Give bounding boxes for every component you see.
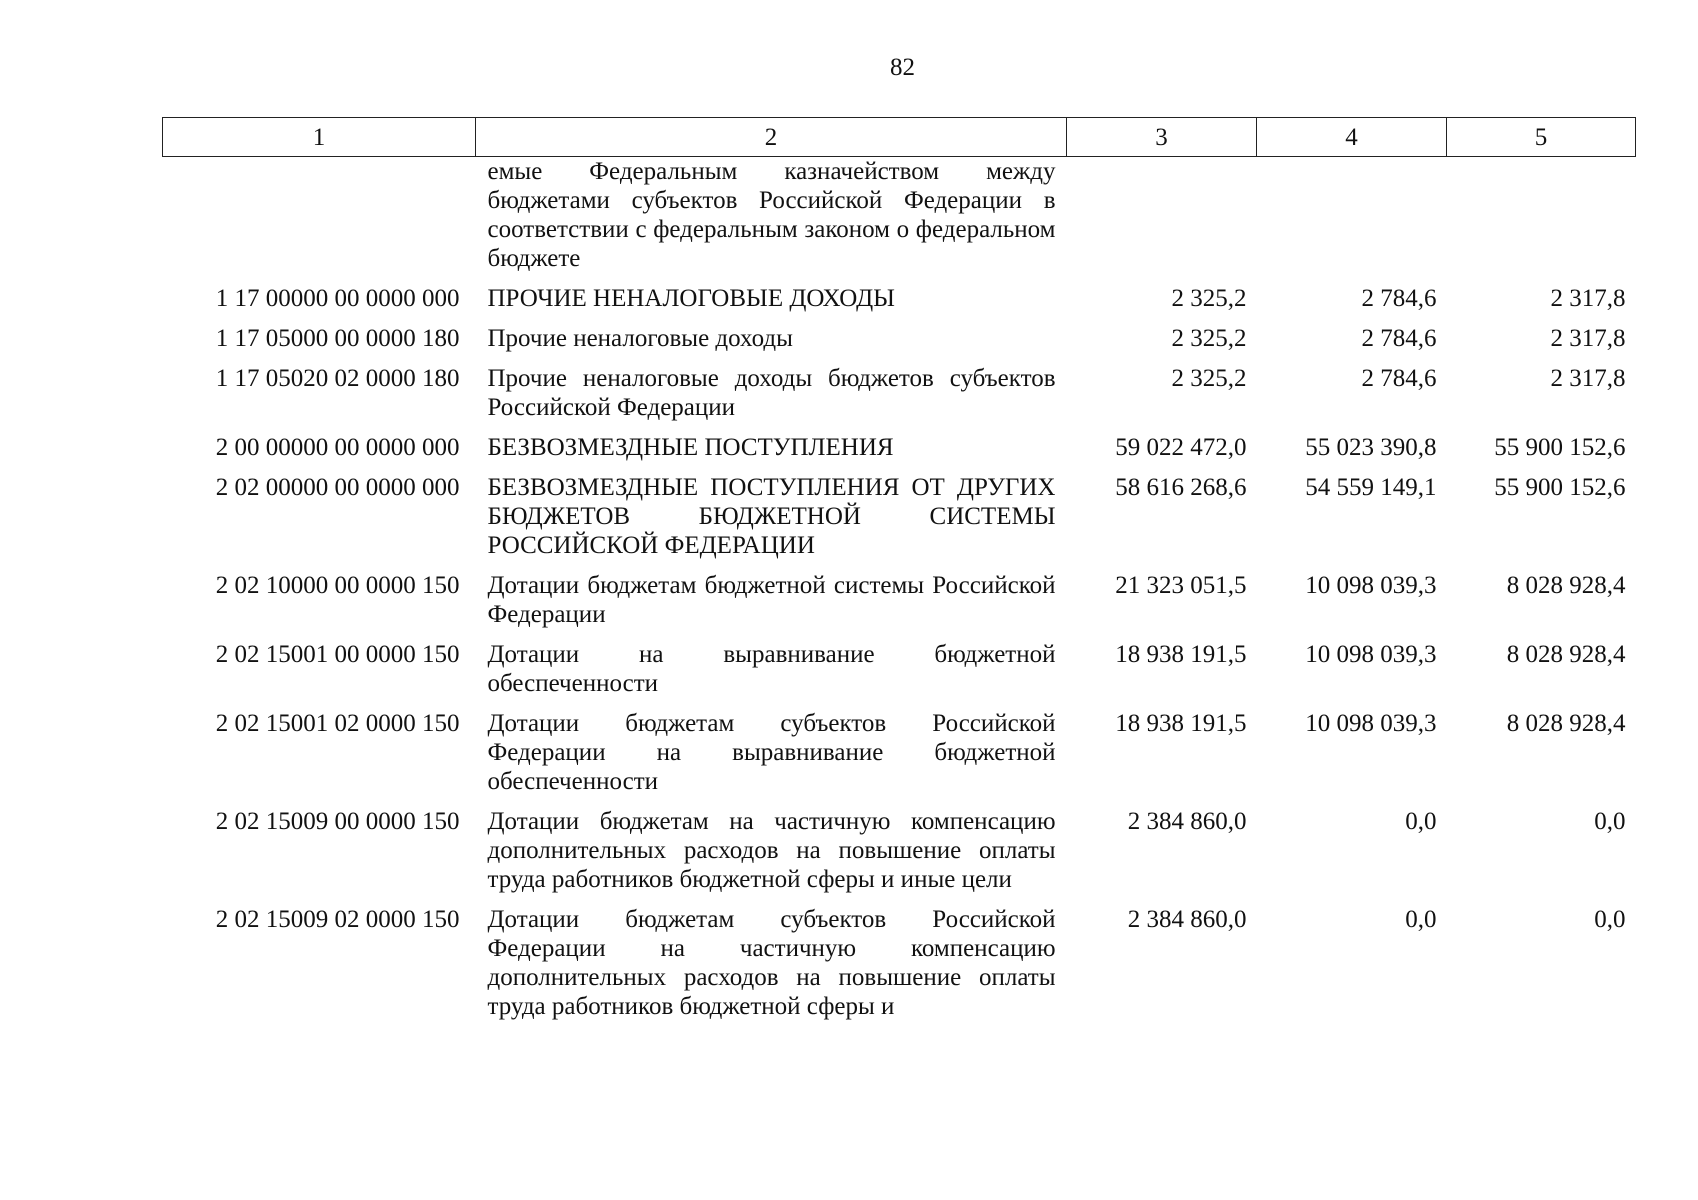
value-cell-4: 0,0	[1405, 906, 1437, 933]
value-cell-4: 10 098 039,3	[1305, 641, 1437, 668]
code-cell: 2 02 00000 00 0000 000	[215, 474, 460, 501]
value-cell-4: 10 098 039,3	[1305, 572, 1437, 599]
code-cell: 2 02 15009 00 0000 150	[215, 808, 460, 835]
code-cell: 1 17 05020 02 0000 180	[215, 365, 460, 392]
table-row	[163, 317, 1636, 357]
code-cell: 2 02 15001 02 0000 150	[215, 710, 460, 737]
value-cell-4: 2 784,6	[1361, 285, 1437, 312]
table-row	[163, 898, 1636, 1025]
value-cell-4: 2 784,6	[1361, 365, 1437, 392]
table-row	[163, 426, 1636, 466]
name-cell: ПРОЧИЕ НЕНАЛОГОВЫЕ ДОХОДЫ	[487, 285, 895, 312]
column-header-3: 3	[1067, 118, 1257, 157]
column-header-4: 4	[1257, 118, 1447, 157]
value-cell-3: 2 325,2	[1171, 325, 1247, 352]
budget-revenue-table	[162, 117, 1636, 1025]
value-cell-3: 18 938 191,5	[1115, 641, 1247, 668]
value-cell-3: 2 384 860,0	[1127, 808, 1247, 835]
value-cell-4	[1257, 157, 1447, 278]
value-cell-4: 54 559 149,1	[1305, 474, 1437, 501]
table-row	[163, 277, 1636, 317]
continuation-row	[163, 157, 1636, 278]
table-row	[163, 564, 1636, 633]
value-cell-3: 58 616 268,6	[1115, 474, 1247, 501]
table-header-row	[163, 118, 1636, 157]
value-cell-5: 2 317,8	[1550, 325, 1626, 352]
table-row	[163, 357, 1636, 426]
value-cell-4: 2 784,6	[1361, 325, 1437, 352]
name-cell: БЕЗВОЗМЕЗДНЫЕ ПОСТУПЛЕНИЯ	[487, 434, 894, 461]
name-cell: БЕЗВОЗМЕЗДНЫЕ ПОСТУПЛЕНИЯ ОТ ДРУГИХ БЮДЖЕТОВ БЮДЖЕТНОЙ СИСТЕМЫ РОССИЙСКОЙ ФЕДЕРАЦИИ	[487, 474, 1056, 559]
name-cell: Дотации бюджетам бюджетной системы Российской Федерации	[487, 572, 1056, 628]
value-cell-4: 10 098 039,3	[1305, 710, 1437, 737]
value-cell-4: 55 023 390,8	[1305, 434, 1437, 461]
value-cell-5	[1447, 157, 1636, 278]
value-cell-5: 2 317,8	[1550, 285, 1626, 312]
code-cell: 1 17 05000 00 0000 180	[215, 325, 460, 352]
table-row	[163, 466, 1636, 564]
table-row	[163, 702, 1636, 800]
table-body	[163, 157, 1636, 1026]
code-cell: 2 02 15009 02 0000 150	[215, 906, 460, 933]
table-row	[163, 800, 1636, 898]
value-cell-3: 2 384 860,0	[1127, 906, 1247, 933]
value-cell-5: 8 028 928,4	[1506, 572, 1626, 599]
code-cell: 1 17 00000 00 0000 000	[215, 285, 460, 312]
name-cell: емые Федеральным казначейством между бюджетами субъектов Российской Федерации в соответствии с федеральным законом о федеральном бюджете	[487, 158, 1056, 272]
code-cell	[163, 157, 476, 278]
value-cell-3: 2 325,2	[1171, 365, 1247, 392]
code-cell: 2 00 00000 00 0000 000	[215, 434, 460, 461]
value-cell-4: 0,0	[1405, 808, 1437, 835]
column-header-2: 2	[476, 118, 1067, 157]
value-cell-5: 55 900 152,6	[1494, 434, 1626, 461]
page-number: 82	[890, 54, 915, 81]
code-cell: 2 02 15001 00 0000 150	[215, 641, 460, 668]
name-cell: Дотации бюджетам субъектов Российской Федерации на частичную компенсацию дополнительных расходов на повышение оплаты труда работников бюджетной сферы и	[487, 906, 1056, 1020]
value-cell-5: 8 028 928,4	[1506, 641, 1626, 668]
name-cell: Прочие неналоговые доходы бюджетов субъектов Российской Федерации	[487, 365, 1056, 421]
value-cell-3	[1067, 157, 1257, 278]
name-cell: Дотации бюджетам субъектов Российской Федерации на выравнивание бюджетной обеспеченности	[487, 710, 1056, 795]
code-cell: 2 02 10000 00 0000 150	[215, 572, 460, 599]
name-cell: Прочие неналоговые доходы	[487, 325, 793, 352]
value-cell-3: 59 022 472,0	[1115, 434, 1247, 461]
value-cell-3: 18 938 191,5	[1115, 710, 1247, 737]
value-cell-5: 0,0	[1594, 906, 1626, 933]
value-cell-5: 2 317,8	[1550, 365, 1626, 392]
value-cell-3: 2 325,2	[1171, 285, 1247, 312]
value-cell-5: 0,0	[1594, 808, 1626, 835]
value-cell-5: 8 028 928,4	[1506, 710, 1626, 737]
column-header-5: 5	[1447, 118, 1636, 157]
column-header-1: 1	[163, 118, 476, 157]
value-cell-5: 55 900 152,6	[1494, 474, 1626, 501]
value-cell-3: 21 323 051,5	[1115, 572, 1247, 599]
name-cell: Дотации бюджетам на частичную компенсацию дополнительных расходов на повышение оплаты труда работников бюджетной сферы и иные цели	[487, 808, 1056, 893]
name-cell: Дотации на выравнивание бюджетной обеспеченности	[487, 641, 1056, 697]
table-row	[163, 633, 1636, 702]
